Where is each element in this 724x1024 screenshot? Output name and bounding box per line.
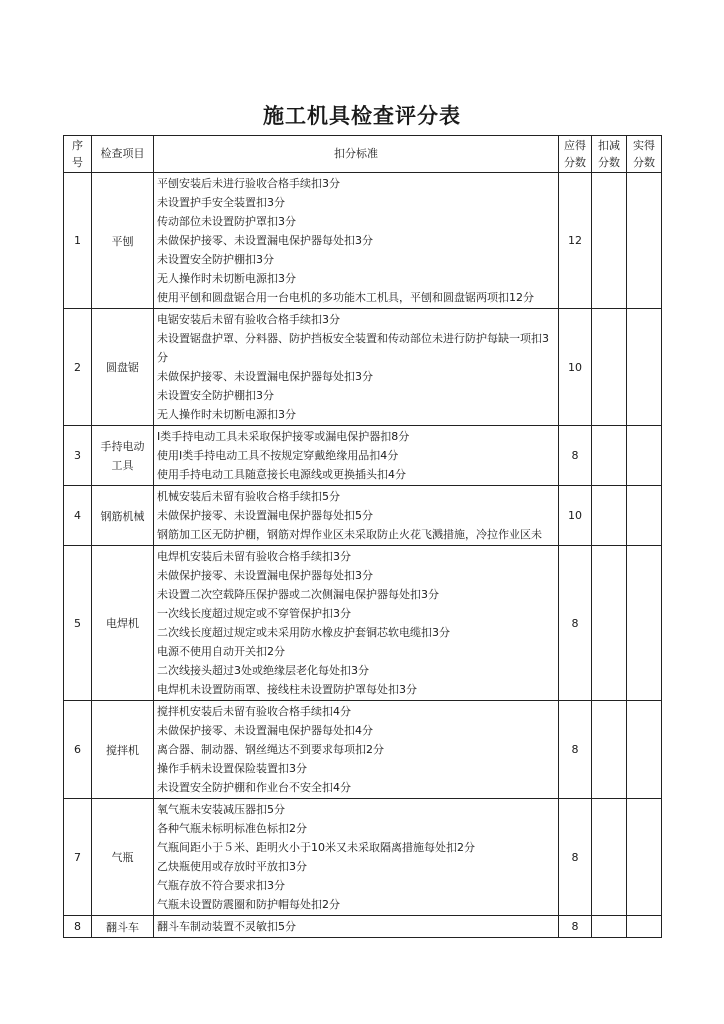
criteria-line: 一次线长度超过规定或不穿管保护扣3分: [157, 607, 351, 620]
row-should-score: 8: [559, 546, 592, 701]
row-deduct-score[interactable]: [592, 546, 627, 701]
criteria-line: 未做保护接零、未设置漏电保护器每处扣3分: [157, 370, 373, 383]
table-row: [64, 486, 662, 546]
row-deduct-score[interactable]: [592, 309, 627, 426]
criteria-line: 气瓶未设置防震圈和防护帽每处扣2分: [157, 898, 340, 911]
row-actual-score[interactable]: [627, 173, 662, 309]
row-should-score: 8: [559, 701, 592, 799]
row-should-score: 8: [559, 916, 592, 938]
row-criteria: [154, 309, 559, 426]
criteria-line: 翻斗车制动装置不灵敏扣5分: [157, 920, 296, 933]
criteria-line: 无人操作时未切断电源扣3分: [157, 272, 296, 285]
row-seq: 7: [64, 799, 92, 916]
row-actual-score[interactable]: [627, 426, 662, 486]
row-should-score: 10: [559, 486, 592, 546]
criteria-line: 电源不使用自动开关扣2分: [157, 645, 285, 658]
row-seq: 2: [64, 309, 92, 426]
row-deduct-score[interactable]: [592, 486, 627, 546]
row-actual-score[interactable]: [627, 486, 662, 546]
row-deduct-score[interactable]: [592, 426, 627, 486]
criteria-line: 二次线接头超过3处或绝缘层老化每处扣3分: [157, 664, 369, 677]
row-actual-score[interactable]: [627, 916, 662, 938]
header-row: [64, 136, 662, 173]
inspection-score-table: [63, 135, 662, 938]
criteria-line: 未设置护手安全装置扣3分: [157, 196, 285, 209]
row-item: 圆盘锯: [92, 309, 154, 426]
row-seq: 4: [64, 486, 92, 546]
row-item: 平刨: [92, 173, 154, 309]
criteria-line: 传动部位未设置防护罩扣3分: [157, 215, 296, 228]
row-deduct-score[interactable]: [592, 799, 627, 916]
criteria-line: 无人操作时未切断电源扣3分: [157, 408, 296, 421]
criteria-line: 未做保护接零、未设置漏电保护器每处扣4分: [157, 724, 373, 737]
row-actual-score[interactable]: [627, 799, 662, 916]
row-criteria: [154, 916, 559, 938]
criteria-line: 离合器、制动器、钢丝绳达不到要求每项扣2分: [157, 743, 384, 756]
row-actual-score[interactable]: [627, 701, 662, 799]
criteria-line: 钢筋加工区无防护棚，钢筋对焊作业区未采取防止火花飞溅措施，冷拉作业区未: [157, 528, 542, 541]
row-criteria: [154, 546, 559, 701]
criteria-line: 未做保护接零、未设置漏电保护器每处扣3分: [157, 569, 373, 582]
row-criteria: [154, 701, 559, 799]
row-deduct-score[interactable]: [592, 173, 627, 309]
row-seq: 1: [64, 173, 92, 309]
criteria-line: 电锯安装后未留有验收合格手续扣3分: [157, 313, 340, 326]
header-actual-score: 实得 分数: [627, 136, 662, 173]
table-row: [64, 173, 662, 309]
criteria-line: 未设置二次空载降压保护器或二次侧漏电保护器每处扣3分: [157, 588, 439, 601]
table-row: [64, 916, 662, 938]
row-item: 手持电动 工具: [92, 426, 154, 486]
header-item: 检查项目: [92, 136, 154, 173]
row-seq: 5: [64, 546, 92, 701]
header-seq: 序 号: [64, 136, 92, 173]
criteria-line: 未设置安全防护棚和作业台不安全扣4分: [157, 781, 351, 794]
table-row: [64, 309, 662, 426]
criteria-line: 未做保护接零、未设置漏电保护器每处扣3分: [157, 234, 373, 247]
criteria-line: 未做保护接零、未设置漏电保护器每处扣5分: [157, 509, 373, 522]
criteria-line: 电焊机未设置防雨罩、接线柱未设置防护罩每处扣3分: [157, 683, 417, 696]
criteria-line: 搅拌机安装后未留有验收合格手续扣4分: [157, 705, 351, 718]
table-row: [64, 546, 662, 701]
row-item: 翻斗车: [92, 916, 154, 938]
criteria-line: 电焊机安装后未留有验收合格手续扣3分: [157, 550, 351, 563]
row-criteria: [154, 486, 559, 546]
row-should-score: 10: [559, 309, 592, 426]
criteria-line: 机械安装后未留有验收合格手续扣5分: [157, 490, 340, 503]
criteria-line: 乙炔瓶使用或存放时平放扣3分: [157, 860, 307, 873]
criteria-line: 气瓶存放不符合要求扣3分: [157, 879, 285, 892]
criteria-line: 使用手持电动工具随意接长电源线或更换插头扣4分: [157, 468, 406, 481]
row-criteria: [154, 426, 559, 486]
header-criteria: 扣分标准: [154, 136, 559, 173]
criteria-line: 平刨安装后未进行验收合格手续扣3分: [157, 177, 340, 190]
row-item: 电焊机: [92, 546, 154, 701]
row-criteria: [154, 799, 559, 916]
criteria-line: 二次线长度超过规定或未采用防水橡皮护套铜芯软电缆扣3分: [157, 626, 450, 639]
row-should-score: 12: [559, 173, 592, 309]
table-row: [64, 426, 662, 486]
criteria-line: 操作手柄未设置保险装置扣3分: [157, 762, 307, 775]
row-seq: 8: [64, 916, 92, 938]
row-should-score: 8: [559, 799, 592, 916]
criteria-line: 气瓶间距小于５米、距明火小于10米又未采取隔离措施每处扣2分: [157, 841, 475, 854]
criteria-line: 未设置锯盘护罩、分料器、防护挡板安全装置和传动部位未进行防护每缺一项扣3分: [157, 332, 549, 364]
criteria-line: 未设置安全防护棚扣3分: [157, 389, 274, 402]
row-seq: 3: [64, 426, 92, 486]
criteria-line: 使用Ⅰ类手持电动工具不按规定穿戴绝缘用品扣4分: [157, 449, 399, 462]
row-item: 钢筋机械: [92, 486, 154, 546]
header-should-score: 应得 分数: [559, 136, 592, 173]
table-row: [64, 799, 662, 916]
criteria-line: Ⅰ类手持电动工具未采取保护接零或漏电保护器扣8分: [157, 430, 410, 443]
table-row: [64, 701, 662, 799]
criteria-line: 使用平刨和圆盘锯合用一台电机的多功能木工机具，平刨和圆盘锯两项扣12分: [157, 291, 534, 304]
row-item: 气瓶: [92, 799, 154, 916]
criteria-line: 各种气瓶未标明标准色标扣2分: [157, 822, 307, 835]
row-item: 搅拌机: [92, 701, 154, 799]
criteria-line: 未设置安全防护棚扣3分: [157, 253, 274, 266]
page-title: 施工机具检查评分表: [263, 104, 461, 128]
row-actual-score[interactable]: [627, 309, 662, 426]
row-should-score: 8: [559, 426, 592, 486]
row-seq: 6: [64, 701, 92, 799]
row-criteria: [154, 173, 559, 309]
row-deduct-score[interactable]: [592, 701, 627, 799]
header-deduct-score: 扣减 分数: [592, 136, 627, 173]
row-actual-score[interactable]: [627, 546, 662, 701]
row-deduct-score[interactable]: [592, 916, 627, 938]
criteria-line: 氧气瓶未安装减压器扣5分: [157, 803, 285, 816]
